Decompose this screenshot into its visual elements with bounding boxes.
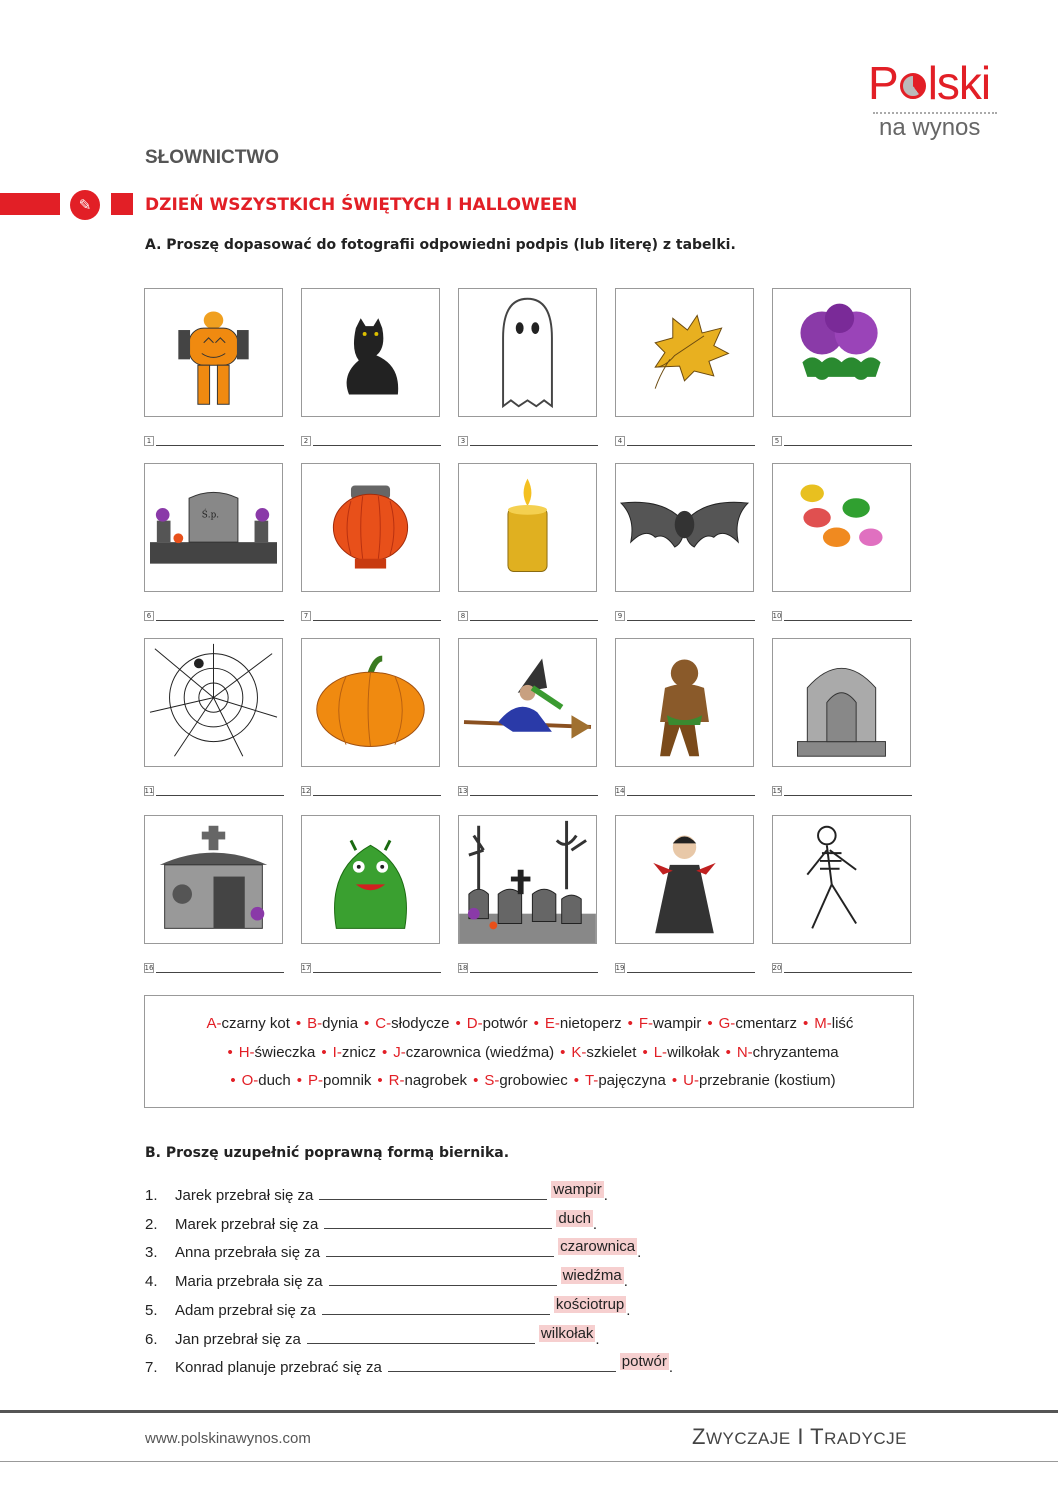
bullet-icon: • [296, 1072, 303, 1089]
bullet-icon: • [364, 1015, 370, 1032]
picture-card [615, 288, 754, 417]
fill-in-blank[interactable] [319, 1198, 547, 1200]
picture-card [458, 638, 597, 767]
key-entry: U-przebranie (kostium) [683, 1072, 836, 1089]
bullet-icon: • [725, 1044, 731, 1061]
answer-blank-line[interactable] [470, 972, 598, 973]
pumpkin-icon [302, 639, 439, 766]
bullet-icon: • [473, 1072, 479, 1089]
bullet-icon: • [227, 1044, 233, 1061]
exercise-a-instruction: A. Proszę dopasować do fotografii odpowiedni podpis (lub literę) z tabelki. [145, 237, 736, 253]
picture-number: 7 [301, 611, 311, 621]
hint-word: kościotrup [555, 1295, 625, 1313]
ghost-icon [459, 289, 596, 416]
exercise-b-item: 4. Maria przebrała się za wiedźma . [145, 1267, 628, 1291]
bullet-icon: • [573, 1072, 579, 1089]
answer-blank-line[interactable] [784, 620, 912, 621]
picture-card [615, 463, 754, 592]
bullet-icon: • [382, 1044, 388, 1061]
bullet-icon: • [295, 1015, 302, 1032]
picture-number: 2 [301, 436, 311, 446]
fill-in-blank[interactable] [322, 1313, 550, 1315]
picture-card [772, 463, 911, 592]
answer-key-line [145, 1044, 915, 1061]
exercise-b-item: 7. Konrad planuje przebrać się za potwór . [145, 1353, 673, 1377]
fill-in-blank[interactable] [329, 1284, 557, 1286]
fill-in-blank[interactable] [324, 1227, 552, 1229]
key-entry: O-duch [241, 1072, 291, 1089]
answer-blank-line[interactable] [627, 795, 755, 796]
answer-key-box [144, 995, 914, 1108]
logo-o-icon [900, 73, 926, 99]
speech-bubble-icon: ✎ [70, 190, 100, 220]
pumpkin-costume-icon [145, 289, 282, 416]
tombstone-icon [145, 464, 282, 591]
skeleton-icon [773, 816, 910, 943]
bullet-icon: • [560, 1044, 566, 1061]
logo-tagline: na wynos [879, 114, 981, 141]
exercise-b-item: 2. Marek przebrał się za duch . [145, 1209, 598, 1233]
footer-divider [0, 1410, 1058, 1413]
answer-blank-line[interactable] [313, 620, 441, 621]
fill-in-blank[interactable] [307, 1342, 535, 1344]
answer-blank-line[interactable] [156, 795, 284, 796]
picture-number: 10 [772, 612, 782, 620]
picture-number: 5 [772, 436, 782, 446]
picture-card [144, 638, 283, 767]
key-entry: F-wampir [638, 1015, 702, 1032]
fill-in-blank[interactable] [326, 1255, 554, 1257]
bullet-icon: • [642, 1044, 648, 1061]
spiderweb-icon [145, 639, 282, 766]
hint-word: wiedźma [562, 1267, 622, 1285]
answer-blank-line[interactable] [156, 620, 284, 621]
picture-card [144, 815, 283, 944]
picture-number: 8 [458, 611, 468, 621]
key-entry: E-nietoperz [544, 1015, 622, 1032]
answer-blank-line[interactable] [313, 445, 441, 446]
hint-word: wampir [553, 1181, 602, 1198]
picture-number: 6 [144, 611, 154, 621]
picture-card [615, 815, 754, 944]
svg-text:Ś.p.: Ś.p. [201, 510, 220, 521]
picture-number: 1 [144, 436, 154, 446]
cemetery-icon [459, 816, 596, 943]
picture-card [458, 815, 597, 944]
footer-title: ZWYCZAJE I TRADYCJE [692, 1424, 907, 1449]
answer-blank-line[interactable] [470, 620, 598, 621]
hint-word: wilkołak [540, 1324, 594, 1342]
answer-blank-line[interactable] [627, 620, 755, 621]
picture-number: 4 [615, 436, 625, 446]
bullet-icon: • [455, 1015, 461, 1032]
key-entry: K-szkielet [571, 1044, 637, 1061]
exercise-b-item: 3. Anna przebrała się za czarownica . [145, 1238, 642, 1262]
bullet-icon: • [671, 1072, 678, 1089]
hint-word: duch [558, 1209, 591, 1227]
picture-card [301, 288, 440, 417]
picture-number: 15 [772, 787, 782, 795]
picture-number: 9 [615, 611, 625, 621]
key-entry: B-dynia [307, 1015, 359, 1032]
answer-blank-line[interactable] [784, 795, 912, 796]
key-entry: S-grobowiec [484, 1072, 568, 1089]
fill-in-blank[interactable] [388, 1370, 616, 1372]
answer-blank-line[interactable] [313, 795, 441, 796]
key-entry: P-pomnik [308, 1072, 372, 1089]
picture-number: 14 [615, 787, 625, 795]
picture-card [144, 463, 283, 592]
picture-card [772, 288, 911, 417]
monster-icon [302, 816, 439, 943]
picture-card [301, 815, 440, 944]
key-entry: T-pajęczyna [584, 1072, 666, 1089]
footer-bottom-line [0, 1461, 1058, 1462]
bullet-icon: • [230, 1072, 236, 1089]
accent-bar [0, 193, 60, 215]
black-cat-icon [302, 289, 439, 416]
key-entry: G-cmentarz [718, 1015, 797, 1032]
key-entry: C-słodycze [375, 1015, 450, 1032]
picture-number: 16 [144, 964, 154, 972]
picture-card [301, 638, 440, 767]
bullet-icon: • [533, 1015, 539, 1032]
key-entry: I-znicz [332, 1044, 377, 1061]
exercise-b-instruction: B. Proszę uzupełnić poprawną formą biernika. [145, 1145, 510, 1161]
answer-blank-line[interactable] [784, 445, 912, 446]
key-entry: M-liść [814, 1015, 854, 1032]
footer-url[interactable]: www.polskinawynos.com [145, 1430, 311, 1447]
answer-blank-line[interactable] [156, 972, 284, 973]
candies-icon [773, 464, 910, 591]
picture-number: 12 [301, 787, 311, 795]
picture-number: 11 [144, 787, 154, 795]
section-title: SŁOWNICTWO [145, 147, 280, 168]
vampire-icon [616, 816, 753, 943]
answer-key-line [145, 1072, 915, 1089]
key-entry: J-czarownica (wiedźma) [393, 1044, 555, 1061]
picture-card [144, 288, 283, 417]
picture-number: 17 [301, 964, 311, 972]
hint-word: czarownica [560, 1238, 636, 1256]
key-entry: H-świeczka [238, 1044, 316, 1061]
picture-card [615, 638, 754, 767]
picture-card [458, 463, 597, 592]
answer-blank-line[interactable] [627, 972, 755, 973]
key-entry: R-nagrobek [388, 1072, 468, 1089]
werewolf-icon [616, 639, 753, 766]
chrysanthemum-icon [773, 289, 910, 416]
candle-icon [459, 464, 596, 591]
witch-icon [459, 639, 596, 766]
key-entry: D-potwór [466, 1015, 528, 1032]
picture-number: 19 [615, 964, 625, 972]
picture-card [301, 463, 440, 592]
picture-card [772, 815, 911, 944]
picture-card [772, 638, 911, 767]
crypt-icon [145, 816, 282, 943]
leaf-icon [616, 289, 753, 416]
answer-blank-line[interactable] [627, 445, 755, 446]
hint-word: potwór [621, 1353, 667, 1371]
answer-blank-line[interactable] [470, 795, 598, 796]
answer-blank-line[interactable] [784, 972, 912, 973]
exercise-b-item: 5. Adam przebrał się za kościotrup . [145, 1295, 631, 1319]
answer-blank-line[interactable] [470, 445, 598, 446]
bullet-icon: • [803, 1015, 809, 1032]
key-entry: N-chryzantema [736, 1044, 839, 1061]
accent-square [111, 193, 133, 215]
picture-number: 13 [458, 787, 468, 795]
exercise-b-item: 6. Jan przebrał się za wilkołak . [145, 1324, 600, 1348]
bullet-icon: • [321, 1044, 327, 1061]
answer-blank-line[interactable] [313, 972, 441, 973]
bullet-icon: • [627, 1015, 633, 1032]
brand-logo: P lski [868, 57, 991, 109]
bullet-icon: • [707, 1015, 713, 1032]
key-entry: A-czarny kot [206, 1015, 290, 1032]
picture-number: 18 [458, 964, 468, 972]
monument-icon [773, 639, 910, 766]
picture-number: 20 [772, 964, 782, 972]
answer-blank-line[interactable] [156, 445, 284, 446]
bat-icon [616, 464, 753, 591]
grave-candle-icon [302, 464, 439, 591]
exercise-b-item: 1. Jarek przebrał się za wampir . [145, 1181, 608, 1204]
picture-number: 3 [458, 436, 468, 446]
answer-key-line [145, 1015, 915, 1032]
picture-card [458, 288, 597, 417]
topic-title: DZIEŃ WSZYSTKICH ŚWIĘTYCH I HALLOWEEN [145, 195, 578, 215]
key-entry: L-wilkołak [653, 1044, 720, 1061]
bullet-icon: • [377, 1072, 383, 1089]
